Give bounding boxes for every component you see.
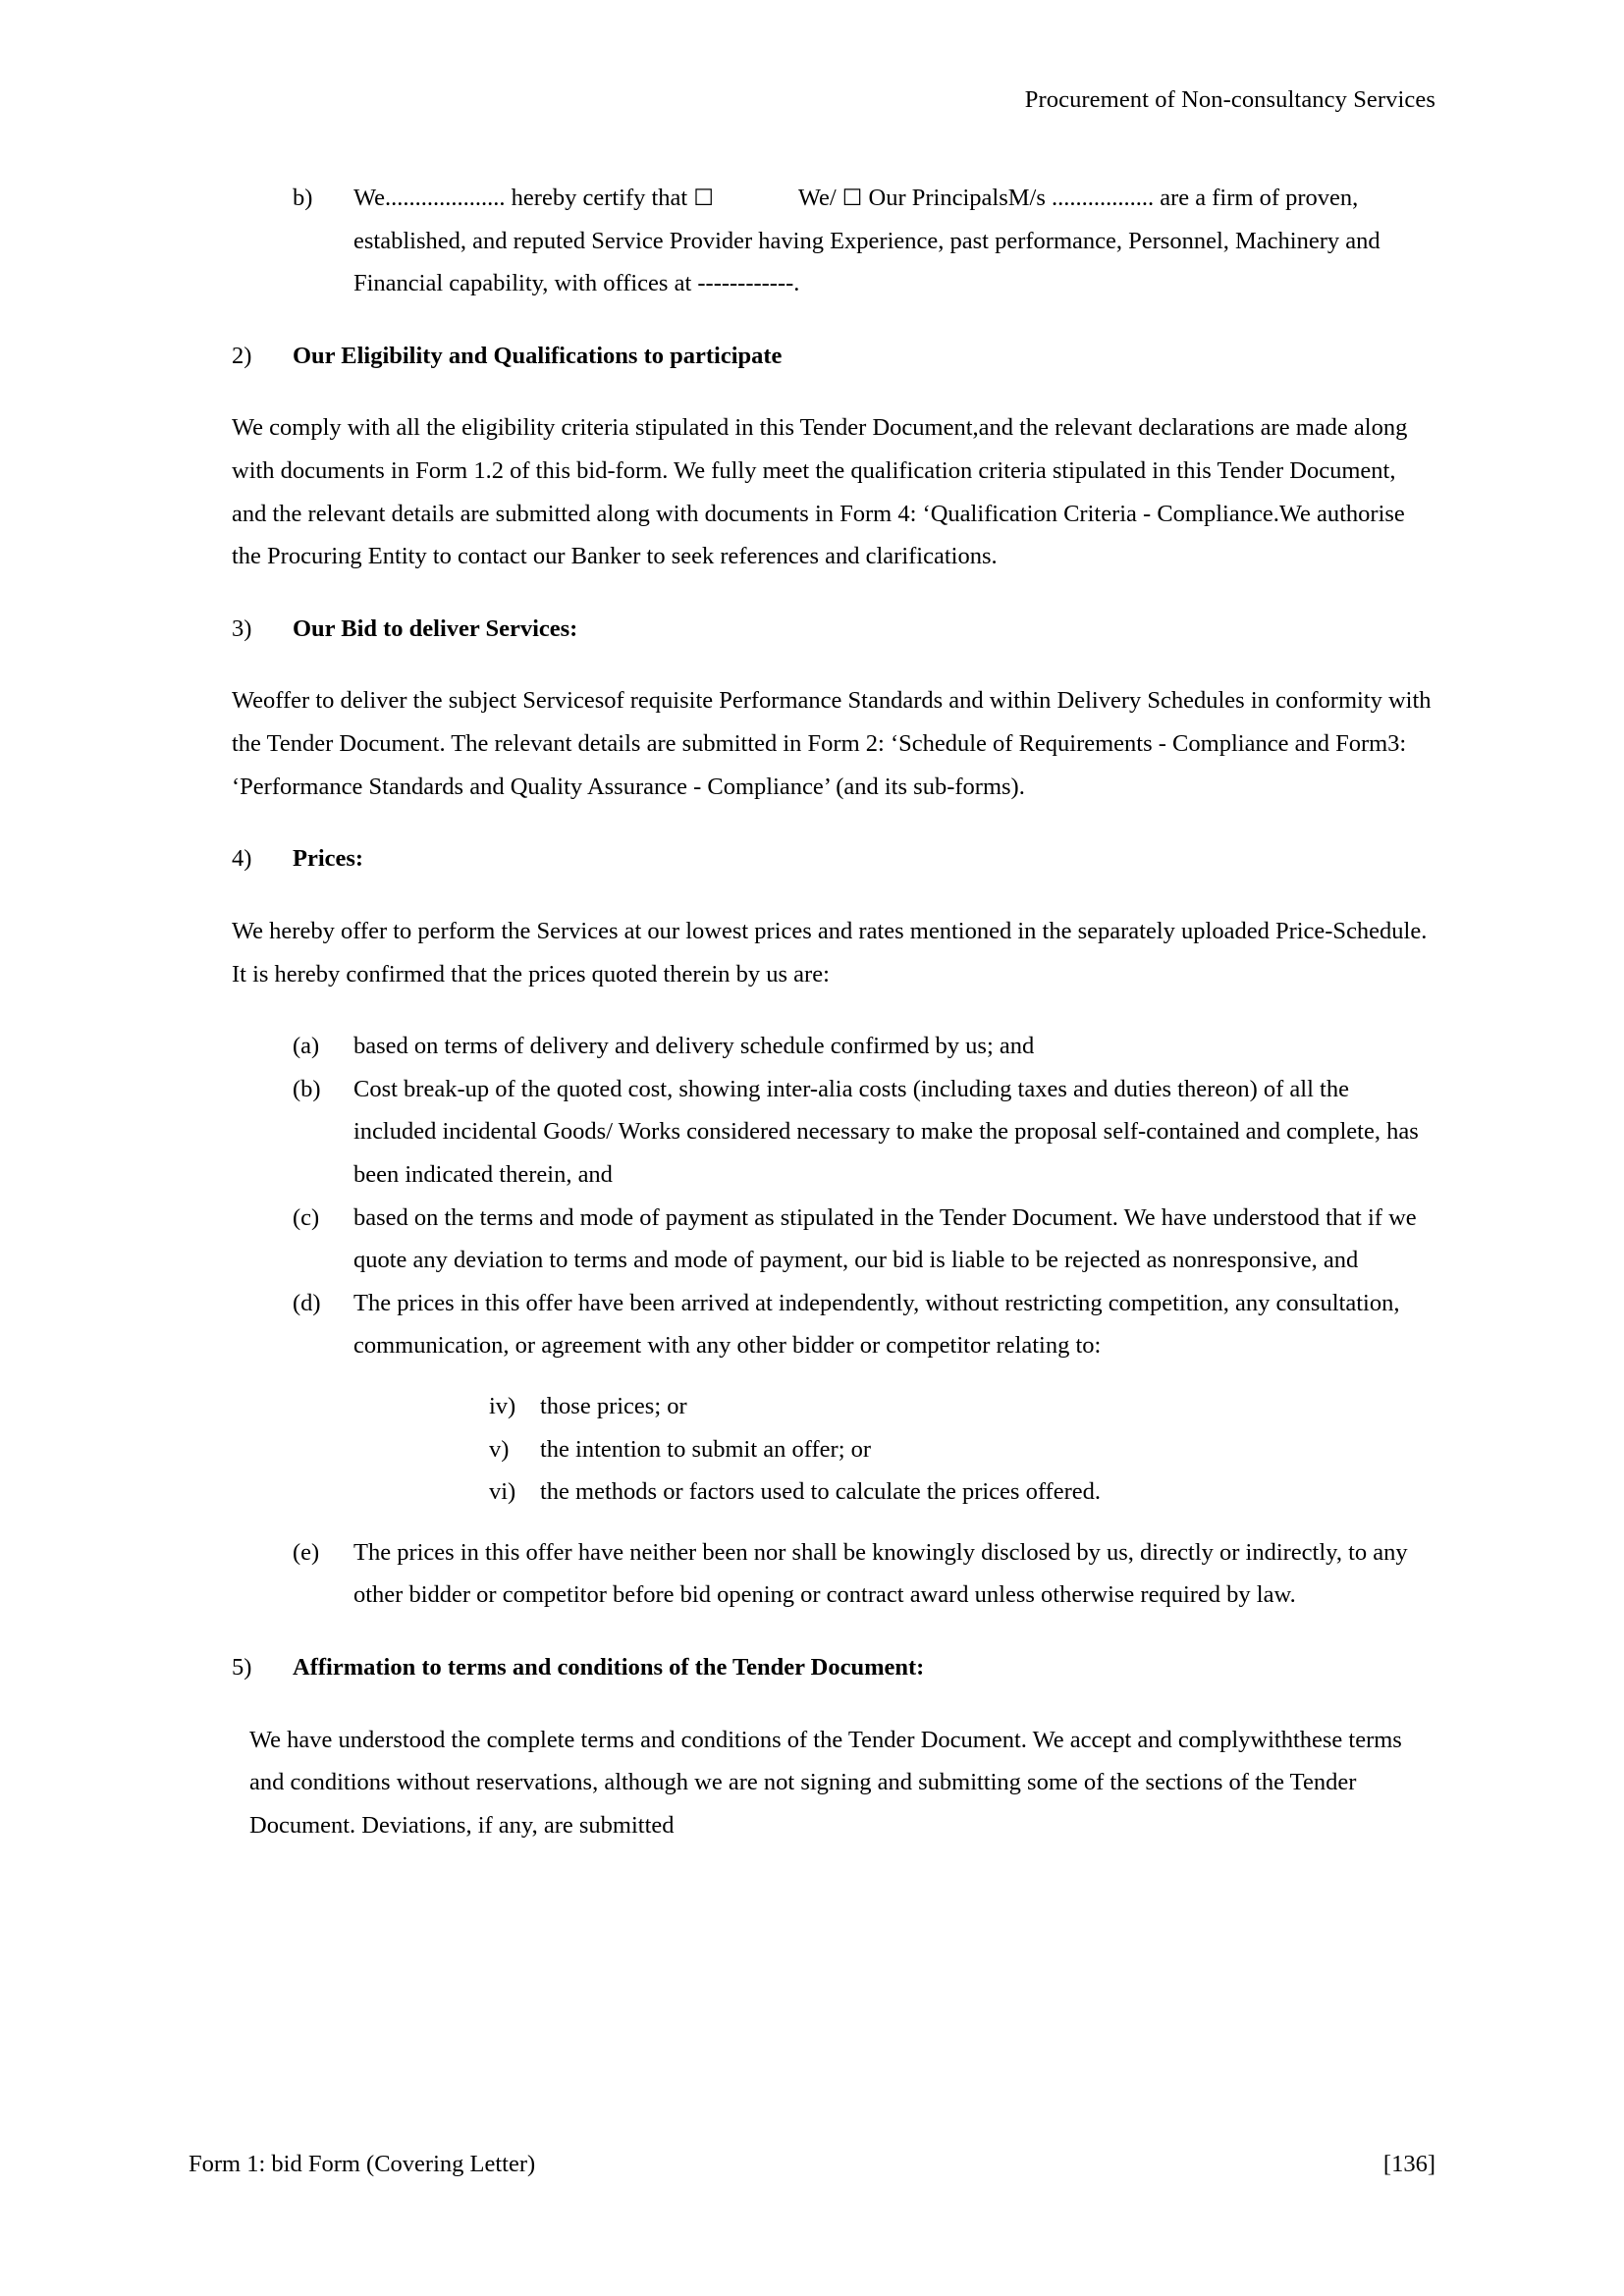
list-item-b <box>232 177 1435 305</box>
list-marker: (a) <box>293 1033 320 1060</box>
section-4-marker: 4) <box>232 845 252 873</box>
list-item-text: based on terms of delivery and delivery schedule confirmed by us; and <box>353 1033 1035 1060</box>
list-item-text: Cost break-up of the quoted cost, showing inter-alia costs (including taxes and duties thereon) of all the included incidental Goods/ Works considered necessary to make the proposal self-contained and complete, has been indicated therein, and <box>353 1075 1419 1188</box>
relating-to-list <box>293 1385 1435 1514</box>
list-item <box>293 1197 1435 1282</box>
page-content <box>232 177 1435 1847</box>
section-2-paragraph: We comply with all the eligibility criteria stipulated in this Tender Document,and the relevant declarations are made along with documents in Form 1.2 of this bid-form. We fully meet the qualification criteria stipulated in this Tender Document, and the relevant details are submitted along with documents in Form 4: ‘Qualification Criteria - Compliance.We authorise the Procuring Entity to contact our Banker to seek references and clarifications. <box>232 414 1408 570</box>
divider-space <box>232 808 1435 837</box>
checkbox-icon[interactable]: ☐ <box>693 186 714 211</box>
divider-space <box>232 305 1435 335</box>
list-marker: iv) <box>489 1393 516 1420</box>
section-3-heading: Our Bid to deliver Services: <box>293 614 578 642</box>
list-item-b-body <box>353 177 1435 305</box>
page-footer <box>189 2151 1435 2178</box>
divider-space <box>232 881 1435 910</box>
list-marker-b: b) <box>293 185 313 211</box>
divider-space <box>232 1617 1435 1646</box>
list-marker: (e) <box>293 1538 320 1566</box>
certify-text-3: Our PrincipalsM/s ................. are a firm of proven, established, and reputed Service Provider having Experience, past performance, Personnel, Machinery and Financial capability, with offices at ------------. <box>353 185 1380 297</box>
prices-conditions-list <box>232 1025 1435 1617</box>
list-item <box>293 1025 1435 1068</box>
list-item-text: The prices in this offer have been arrived at independently, without restricting competition, any consultation, communication, or agreement with any other bidder or competitor relating to: <box>353 1289 1400 1360</box>
section-2 <box>232 335 1435 378</box>
section-5 <box>232 1646 1435 1689</box>
section-2-heading: Our Eligibility and Qualifications to participate <box>293 342 783 369</box>
list-item-text: the methods or factors used to calculate the prices offered. <box>540 1478 1101 1506</box>
section-4-paragraph: We hereby offer to perform the Services at our lowest prices and rates mentioned in the separately uploaded Price-Schedule. It is hereby confirmed that the prices quoted therein by us are: <box>232 917 1428 988</box>
list-item-text: the intention to submit an offer; or <box>540 1435 872 1463</box>
section-4 <box>232 837 1435 881</box>
divider-space <box>232 1689 1435 1719</box>
section-3 <box>232 608 1435 651</box>
list-marker: (d) <box>293 1289 321 1316</box>
list-marker: vi) <box>489 1478 516 1506</box>
list-item-text: based on the terms and mode of payment as stipulated in the Tender Document. We have understood that if we quote any deviation to terms and mode of payment, our bid is liable to be rejected as nonresponsive, and <box>353 1203 1417 1274</box>
list-item <box>293 1531 1435 1617</box>
list-item <box>489 1385 1435 1428</box>
list-marker: (b) <box>293 1075 321 1102</box>
page-header: Procurement of Non-consultancy Services <box>1024 86 1435 113</box>
divider-space <box>232 578 1435 608</box>
list-item <box>293 1282 1435 1367</box>
section-5-marker: 5) <box>232 1654 252 1682</box>
checkbox-icon-2[interactable]: ☐ <box>841 186 863 211</box>
section-5-paragraph: We have understood the complete terms and conditions of the Tender Document. We accept and complywiththese terms and conditions without reservations, although we are not signing and submitting some of the sections of the Tender Document. Deviations, if any, are submitted <box>249 1726 1402 1839</box>
certify-text-2: We/ <box>797 185 837 211</box>
section-2-marker: 2) <box>232 342 252 369</box>
section-3-marker: 3) <box>232 614 252 642</box>
list-item-text: The prices in this offer have neither been nor shall be knowingly disclosed by us, directly or indirectly, to any other bidder or competitor before bid opening or contract award unless otherwise required by law. <box>353 1538 1408 1609</box>
divider-space <box>232 650 1435 679</box>
list-item <box>489 1428 1435 1471</box>
section-5-heading: Affirmation to terms and conditions of the Tender Document: <box>293 1654 925 1682</box>
divider-space <box>232 377 1435 406</box>
certify-text-1: We.................... hereby certify that <box>353 185 688 211</box>
footer-page-number: [136] <box>1382 2151 1435 2177</box>
section-3-paragraph: Weoffer to deliver the subject Servicesof requisite Performance Standards and within Delivery Schedules in conformity with the Tender Document. The relevant details are submitted in Form 2: ‘Schedule of Requirements - Compliance and Form3: ‘Performance Standards and Quality Assurance - Compliance’ (and its sub-forms). <box>232 687 1432 800</box>
list-marker: v) <box>489 1435 510 1463</box>
footer-form-label: Form 1: bid Form (Covering Letter) <box>189 2151 536 2177</box>
section-4-heading: Prices: <box>293 845 364 873</box>
divider-space <box>232 995 1435 1025</box>
list-item <box>293 1068 1435 1197</box>
list-item <box>489 1470 1435 1514</box>
list-item-text: those prices; or <box>540 1393 687 1420</box>
list-marker: (c) <box>293 1203 320 1231</box>
